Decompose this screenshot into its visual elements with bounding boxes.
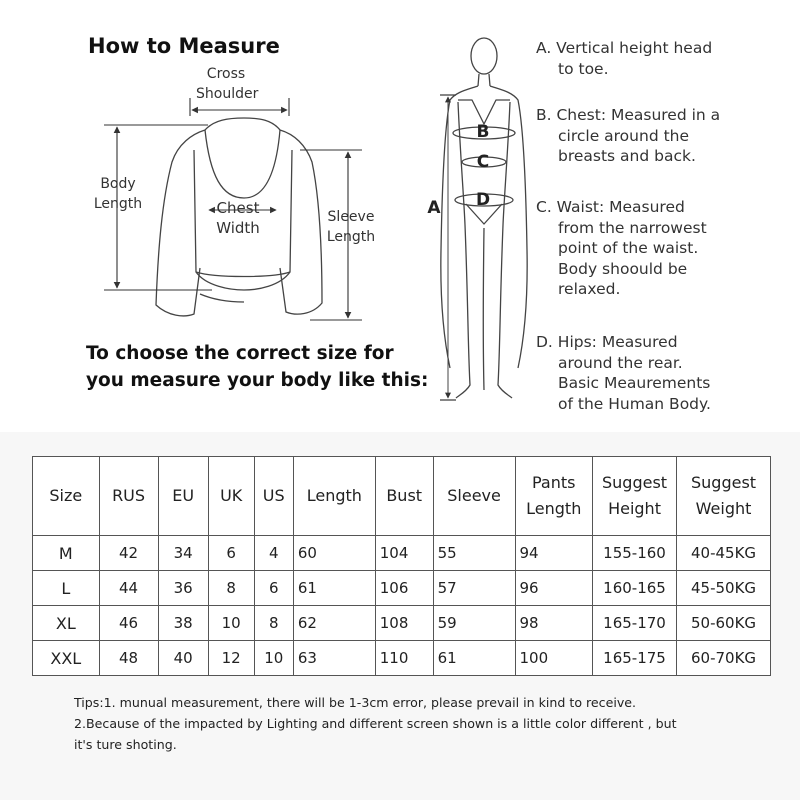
table-cell: 160-165 (593, 571, 677, 606)
table-cell: 60-70KG (677, 641, 771, 676)
table-cell: 96 (515, 571, 593, 606)
header-size: Size (33, 457, 100, 536)
table-cell: 40-45KG (677, 536, 771, 571)
table-row (33, 606, 771, 641)
table-cell: 38 (158, 606, 208, 641)
table-cell: 59 (433, 606, 515, 641)
table-row (33, 641, 771, 676)
tips-text: Tips:1. munual measurement, there will be 1-3cm error, please prevail in kind to receive. 2.Because of the impacted by Lighting and different screen shown is a little color different , but it's ture shoting. (74, 695, 677, 752)
sleeve-length-label: Sleeve Length (326, 209, 376, 245)
cross-shoulder-label: Cross Shoulder (196, 66, 259, 102)
header-sleeve: Sleeve (433, 457, 515, 536)
table-cell: 165-175 (593, 641, 677, 676)
choose-size-text: To choose the correct size for you measure your body like this: (86, 343, 429, 391)
table-cell: 155-160 (593, 536, 677, 571)
header-length: Length (293, 457, 375, 536)
table-cell: 48 (99, 641, 158, 676)
table-cell: 12 (208, 641, 254, 676)
legend-item-b: B. Chest: Measured in a circle around the breasts and back. (536, 106, 721, 165)
table-cell: 42 (99, 536, 158, 571)
table-cell: 94 (515, 536, 593, 571)
table-cell: 10 (254, 641, 293, 676)
table-cell: XXL (33, 641, 100, 676)
table-cell: 63 (293, 641, 375, 676)
table-row (33, 536, 771, 571)
header-uk: UK (208, 457, 254, 536)
table-cell: 40 (158, 641, 208, 676)
table-cell: 4 (254, 536, 293, 571)
header-rus: RUS (99, 457, 158, 536)
table-cell: 110 (375, 641, 433, 676)
table-cell: 57 (433, 571, 515, 606)
table-cell: 108 (375, 606, 433, 641)
table-cell: 8 (254, 606, 293, 641)
legend-item-d: D. Hips: Measured around the rear. Basic Meaurements of the Human Body. (536, 333, 711, 413)
table-cell: L (33, 571, 100, 606)
table-row (33, 571, 771, 606)
table-cell: 62 (293, 606, 375, 641)
header-eu: EU (158, 457, 208, 536)
table-cell: 46 (99, 606, 158, 641)
table-cell: 106 (375, 571, 433, 606)
legend-item-c: C. Waist: Measured from the narrowest point of the waist. Body shoould be relaxed. (536, 198, 707, 298)
table-cell: 45-50KG (677, 571, 771, 606)
table-cell: 60 (293, 536, 375, 571)
page-title: How to Measure (88, 34, 280, 58)
body-drawing (440, 38, 527, 400)
legend-item-a: A. Vertical height head to toe. (536, 39, 713, 78)
header-suggest-height: Suggest Height (593, 457, 677, 536)
header-bust: Bust (375, 457, 433, 536)
table-cell: 6 (254, 571, 293, 606)
table-cell: 165-170 (593, 606, 677, 641)
chest-width-label: Chest Width (216, 199, 260, 237)
table-cell: 100 (515, 641, 593, 676)
table-cell: 34 (158, 536, 208, 571)
table-cell: 10 (208, 606, 254, 641)
table-cell: 36 (158, 571, 208, 606)
body-length-label: Body Length (93, 176, 143, 212)
table-cell: M (33, 536, 100, 571)
table-cell: 8 (208, 571, 254, 606)
header-suggest-weight: Suggest Weight (677, 457, 771, 536)
table-cell: 55 (433, 536, 515, 571)
table-cell: 61 (293, 571, 375, 606)
body-label-c: C (476, 152, 490, 172)
header-pants-length: Pants Length (515, 457, 593, 536)
table-header-row (33, 457, 771, 536)
size-chart-table (32, 456, 771, 676)
table-cell: 61 (433, 641, 515, 676)
body-label-d: D (475, 190, 491, 210)
table-cell: 98 (515, 606, 593, 641)
table-cell: 6 (208, 536, 254, 571)
table-cell: XL (33, 606, 100, 641)
body-label-b: B (476, 122, 490, 142)
table-cell: 104 (375, 536, 433, 571)
table-cell: 44 (99, 571, 158, 606)
header-us: US (254, 457, 293, 536)
table-cell: 50-60KG (677, 606, 771, 641)
body-label-a: A (427, 198, 441, 218)
